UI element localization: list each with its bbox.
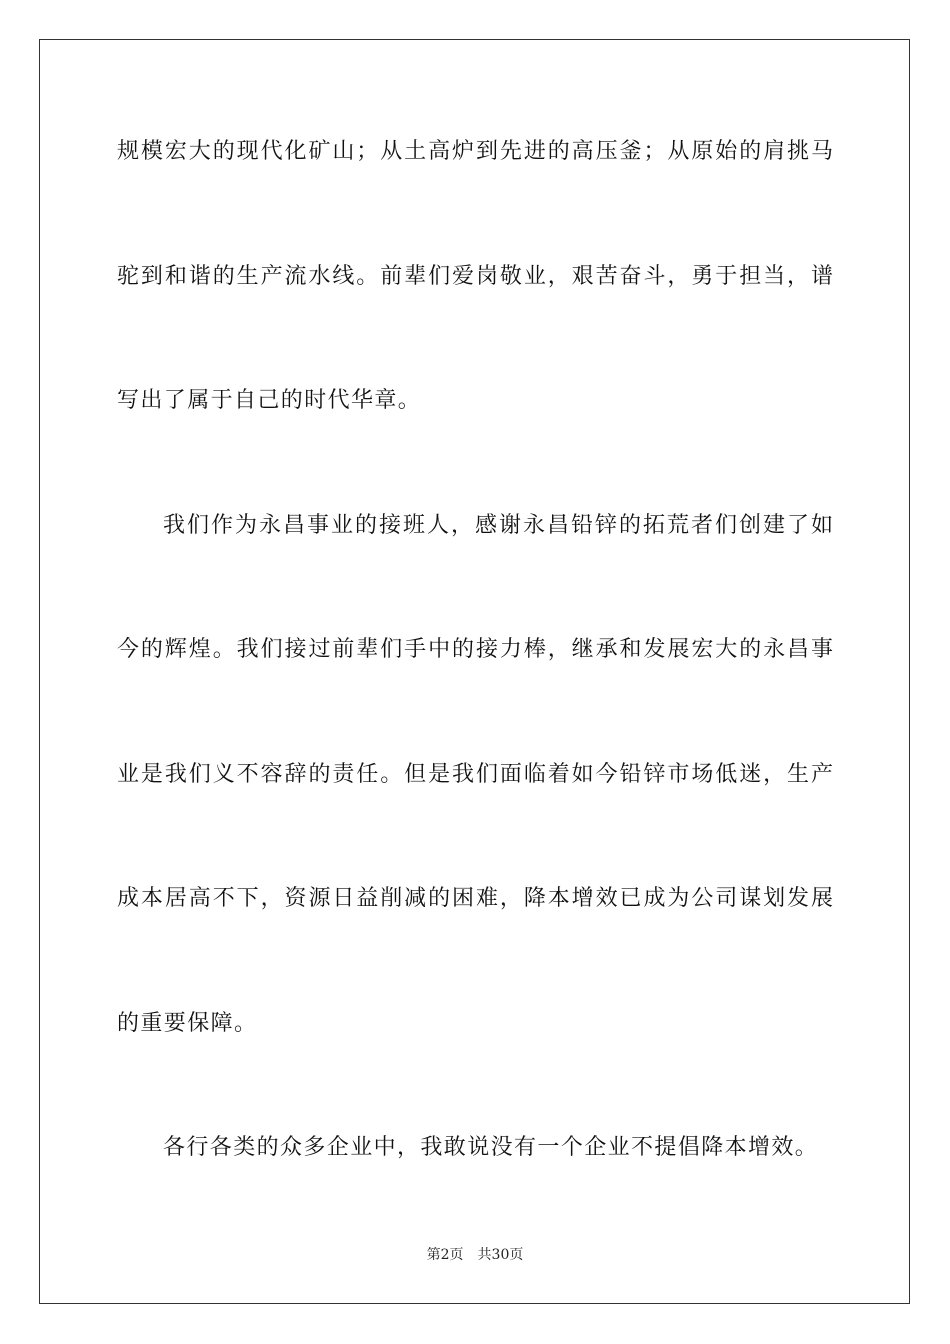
body-text-line: 规模宏大的现代化矿山；从土高炉到先进的高压釜；从原始的肩挑马: [117, 139, 833, 164]
paragraph-first-line: 我们作为永昌事业的接班人，感谢永昌铅锌的拓荒者们创建了如: [163, 513, 833, 538]
paragraph-first-line: 各行各类的众多企业中，我敢说没有一个企业不提倡降本增效。: [163, 1135, 819, 1160]
body-text-line: 写出了属于自己的时代华章。: [117, 388, 422, 413]
body-text-line: 成本居高不下，资源日益削减的困难，降本增效已成为公司谋划发展: [117, 886, 833, 911]
page-total: 共30页: [477, 1247, 524, 1263]
page-number: 第2页: [426, 1247, 464, 1263]
page-footer: [0, 1246, 950, 1264]
body-text-line: 驼到和谐的生产流水线。前辈们爱岗敬业，艰苦奋斗，勇于担当，谱: [117, 264, 833, 289]
body-text-line: 今的辉煌。我们接过前辈们手中的接力棒，继承和发展宏大的永昌事: [117, 637, 833, 662]
body-text-line: 的重要保障。: [117, 1011, 258, 1036]
body-text-line: 业是我们义不容辞的责任。但是我们面临着如今铅锌市场低迷，生产: [117, 762, 833, 787]
page-border: [39, 39, 910, 1304]
